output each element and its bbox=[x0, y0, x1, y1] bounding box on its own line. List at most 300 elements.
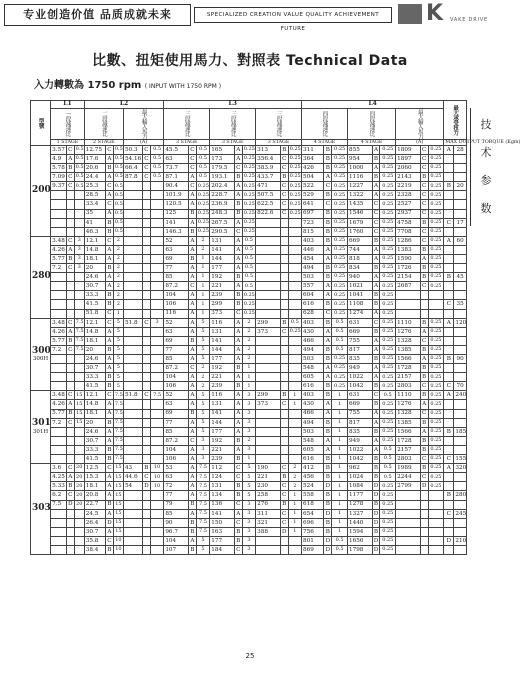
table-row bbox=[31, 427, 467, 436]
table-cell bbox=[454, 291, 467, 300]
table-cell: 1 bbox=[332, 409, 348, 418]
table-cell: 0.25 bbox=[380, 191, 396, 200]
table-cell: A bbox=[236, 219, 241, 226]
table-cell: 163 bbox=[210, 527, 235, 536]
table-cell: 236.9 bbox=[210, 200, 235, 209]
table-cell: 949 bbox=[347, 364, 372, 373]
table-cell: 0.25 bbox=[332, 182, 348, 191]
table-cell bbox=[444, 473, 454, 482]
table-cell: C bbox=[444, 218, 454, 227]
table-cell bbox=[280, 418, 288, 427]
table-cell bbox=[288, 536, 301, 545]
col-header: 三段減速比 bbox=[210, 108, 256, 139]
table-cell bbox=[74, 200, 84, 209]
table-cell bbox=[256, 309, 281, 318]
table-cell bbox=[51, 455, 67, 464]
table-cell: C bbox=[68, 237, 73, 244]
table-row bbox=[31, 327, 467, 336]
table-cell: B bbox=[373, 264, 379, 271]
table-cell bbox=[256, 545, 281, 554]
table-cell: B bbox=[236, 437, 241, 444]
table-cell bbox=[454, 345, 467, 354]
table-cell: 0.25 bbox=[428, 318, 444, 327]
table-cell bbox=[428, 518, 444, 527]
table-cell: B bbox=[325, 210, 330, 217]
table-cell bbox=[256, 427, 281, 436]
table-cell bbox=[420, 309, 428, 318]
table-row bbox=[31, 518, 467, 527]
table-cell: A bbox=[373, 183, 379, 190]
table-cell: C bbox=[282, 328, 287, 335]
table-cell: 7.5 bbox=[196, 509, 209, 518]
table-cell: 87.2 bbox=[164, 364, 189, 373]
table-cell: 0.25 bbox=[428, 382, 444, 391]
table-cell: 0.25 bbox=[380, 364, 396, 373]
table-cell bbox=[428, 291, 444, 300]
table-cell: 0.5 bbox=[332, 336, 348, 345]
table-cell: B bbox=[325, 455, 330, 462]
table-cell bbox=[123, 364, 142, 373]
table-cell bbox=[444, 482, 454, 491]
table-cell: 311 bbox=[302, 145, 324, 154]
table-cell: 0.25 bbox=[428, 164, 444, 173]
table-cell: B bbox=[422, 264, 427, 271]
table-cell: A bbox=[325, 328, 330, 335]
table-cell: 0.25 bbox=[380, 273, 396, 282]
table-cell: 20 bbox=[74, 473, 84, 482]
table-cell: 77 bbox=[164, 345, 189, 354]
table-cell: B bbox=[325, 383, 330, 390]
table-cell: 1084 bbox=[347, 482, 372, 491]
table-cell: 5 bbox=[242, 464, 255, 473]
table-cell bbox=[150, 227, 164, 236]
table-cell bbox=[150, 500, 164, 509]
table-cell: A bbox=[422, 401, 427, 408]
table-cell bbox=[142, 545, 150, 554]
table-cell: 46.3 bbox=[84, 227, 105, 236]
table-cell bbox=[74, 218, 84, 227]
table-cell: C bbox=[421, 228, 427, 235]
table-cell: 0.25 bbox=[196, 227, 209, 236]
table-cell: 373 bbox=[256, 327, 281, 336]
table-cell: A bbox=[236, 510, 241, 517]
table-cell bbox=[142, 236, 150, 245]
table-cell bbox=[123, 500, 142, 509]
table-cell bbox=[420, 491, 428, 500]
table-cell: 5 bbox=[242, 473, 255, 482]
table-cell: A bbox=[325, 292, 330, 299]
table-cell: 4758 bbox=[396, 218, 421, 227]
table-cell bbox=[288, 264, 301, 273]
table-cell: B bbox=[325, 474, 330, 481]
table-cell bbox=[142, 291, 150, 300]
table-cell: B bbox=[325, 419, 330, 426]
table-cell: A bbox=[373, 164, 379, 171]
table-cell: 10 bbox=[150, 464, 164, 473]
table-cell bbox=[280, 545, 288, 554]
table-row bbox=[31, 482, 467, 491]
table-cell: A bbox=[325, 283, 330, 290]
table-cell: 3 bbox=[242, 545, 255, 554]
table-cell: D bbox=[421, 483, 427, 490]
table-cell bbox=[150, 436, 164, 445]
table-cell: C bbox=[282, 519, 287, 526]
table-cell: 20 bbox=[84, 345, 105, 354]
table-cell: 4.26 bbox=[52, 401, 65, 408]
table-cell bbox=[74, 227, 84, 236]
table-cell: A bbox=[325, 410, 330, 417]
table-cell: 0.25 bbox=[380, 300, 396, 309]
table-cell bbox=[66, 373, 74, 382]
table-cell: C bbox=[190, 146, 195, 153]
table-row bbox=[31, 336, 467, 345]
table-cell: 210 bbox=[455, 537, 467, 544]
table-cell: 1177 bbox=[347, 491, 372, 500]
table-cell: A bbox=[422, 355, 427, 362]
table-cell: 10 bbox=[150, 482, 164, 491]
table-cell: 22.7 bbox=[84, 500, 105, 509]
table-cell: 2 bbox=[196, 373, 209, 382]
table-cell bbox=[280, 264, 288, 273]
table-cell bbox=[123, 182, 142, 191]
table-row bbox=[31, 291, 467, 300]
table-cell bbox=[256, 436, 281, 445]
table-cell bbox=[280, 382, 288, 391]
table-cell: 107 bbox=[164, 545, 189, 554]
table-cell bbox=[51, 436, 67, 445]
table-cell bbox=[288, 409, 301, 418]
table-cell: 1 bbox=[196, 309, 209, 318]
table-cell: 0.25 bbox=[380, 373, 396, 382]
table-cell: 3 bbox=[242, 445, 255, 454]
table-cell bbox=[74, 373, 84, 382]
table-body bbox=[31, 145, 467, 554]
table-cell: 466 bbox=[302, 336, 324, 345]
table-cell: 106 bbox=[164, 455, 189, 464]
table-cell: A bbox=[190, 465, 195, 472]
table-cell: 2328 bbox=[396, 191, 421, 200]
table-cell: 24.6 bbox=[84, 273, 105, 282]
table-cell: 10 bbox=[113, 536, 123, 545]
table-cell: 0.25 bbox=[332, 191, 348, 200]
table-cell: 0.25 bbox=[428, 191, 444, 200]
table-cell: 0.25 bbox=[428, 409, 444, 418]
table-cell bbox=[74, 445, 84, 454]
table-cell: 0.25 bbox=[332, 273, 348, 282]
table-cell: B bbox=[422, 419, 427, 426]
table-cell: 5 bbox=[196, 336, 209, 345]
table-cell: 524 bbox=[302, 482, 324, 491]
table-cell: B bbox=[444, 427, 454, 436]
table-cell: 7.5 bbox=[51, 500, 67, 509]
table-cell: 723 bbox=[302, 218, 324, 227]
table-cell: 0.25 bbox=[332, 154, 348, 163]
table-cell: 0.25 bbox=[288, 200, 301, 209]
table-cell: 3.48 bbox=[52, 392, 65, 399]
table-cell: 70 bbox=[454, 382, 467, 391]
table-cell: C bbox=[144, 474, 149, 481]
table-cell: 150 bbox=[210, 518, 235, 527]
table-cell: 15 bbox=[113, 500, 123, 509]
col-header: 最大輸入馬力 bbox=[123, 108, 163, 139]
table-cell: 1278 bbox=[347, 500, 372, 509]
table-cell: 0.25 bbox=[332, 300, 348, 309]
table-cell: 0.25 bbox=[380, 545, 396, 554]
logo-letter: K bbox=[426, 1, 444, 26]
table-cell: 2 bbox=[113, 282, 123, 291]
table-cell: 41.5 bbox=[84, 455, 105, 464]
table-cell: 12.75 bbox=[84, 145, 105, 154]
table-cell: A bbox=[444, 145, 454, 154]
table-cell: 1 bbox=[288, 527, 301, 536]
table-cell: 0.25 bbox=[428, 273, 444, 282]
table-cell: 20.8 bbox=[84, 491, 105, 500]
table-cell: 3 bbox=[242, 418, 255, 427]
table-cell: 5 bbox=[196, 355, 209, 364]
table-cell: B bbox=[325, 492, 330, 499]
table-row bbox=[31, 345, 467, 354]
table-cell: 0.25 bbox=[380, 527, 396, 536]
table-cell: C bbox=[325, 310, 331, 317]
table-cell: A bbox=[236, 355, 241, 362]
table-cell bbox=[150, 455, 164, 464]
table-cell: 3 bbox=[196, 436, 209, 445]
table-cell: 124 bbox=[210, 473, 235, 482]
table-cell: 494 bbox=[302, 418, 324, 427]
table-cell bbox=[288, 300, 301, 309]
table-cell: C bbox=[107, 146, 112, 153]
table-cell: C bbox=[236, 465, 241, 472]
table-cell: C bbox=[373, 210, 379, 217]
table-cell bbox=[444, 254, 454, 263]
table-cell: 85 bbox=[164, 509, 189, 518]
table-cell: 373 bbox=[210, 309, 235, 318]
table-cell: 0.25 bbox=[428, 145, 444, 154]
table-cell: 2 bbox=[242, 355, 255, 364]
table-cell: B bbox=[68, 337, 73, 344]
table-cell bbox=[150, 291, 164, 300]
table-cell: 0.25 bbox=[332, 382, 348, 391]
table-cell bbox=[444, 154, 454, 163]
table-cell: 0.25 bbox=[242, 191, 255, 200]
table-cell: 1116 bbox=[347, 173, 372, 182]
table-cell: B bbox=[68, 164, 73, 171]
table-cell: 0.25 bbox=[242, 309, 255, 318]
table-cell bbox=[280, 282, 288, 291]
table-cell: 3 bbox=[242, 400, 255, 409]
table-cell: D bbox=[373, 492, 379, 499]
table-cell: 1 bbox=[242, 373, 255, 382]
table-cell: 5 bbox=[196, 418, 209, 427]
table-cell: 817 bbox=[347, 345, 372, 354]
table-cell: 0.25 bbox=[196, 218, 209, 227]
table-cell: 403 bbox=[302, 318, 324, 327]
table-cell: A bbox=[325, 255, 330, 262]
table-cell: 507.5 bbox=[256, 191, 281, 200]
table-cell: A bbox=[107, 474, 112, 481]
table-cell: 3 bbox=[242, 391, 255, 400]
table-cell bbox=[74, 427, 84, 436]
table-cell: C bbox=[325, 201, 331, 208]
table-cell: 0.5 bbox=[113, 164, 123, 173]
table-cell: 190 bbox=[256, 464, 281, 473]
table-cell: 66.4 bbox=[123, 164, 142, 173]
table-cell: 0.5 bbox=[380, 445, 396, 454]
table-cell: 0.25 bbox=[242, 200, 255, 209]
table-cell: A bbox=[373, 283, 379, 290]
table-cell: B bbox=[422, 346, 427, 353]
table-cell: 403 bbox=[302, 236, 324, 245]
table-cell: A bbox=[236, 401, 241, 408]
table-cell: 0.5 bbox=[150, 145, 164, 154]
table-cell: 0.25 bbox=[380, 209, 396, 218]
table-cell: 60 bbox=[454, 236, 467, 245]
table-cell: B bbox=[107, 292, 112, 299]
table-cell: 744 bbox=[347, 245, 372, 254]
table-cell: 1 bbox=[196, 264, 209, 273]
table-cell bbox=[123, 445, 142, 454]
table-cell bbox=[142, 527, 150, 536]
table-cell: A bbox=[107, 174, 112, 181]
table-cell: 20 bbox=[74, 464, 84, 473]
table-cell: 30.7 bbox=[84, 527, 105, 536]
table-cell bbox=[454, 200, 467, 209]
table-cell: 0.25 bbox=[428, 218, 444, 227]
table-cell: 104 bbox=[164, 373, 189, 382]
table-cell: 0.25 bbox=[288, 182, 301, 191]
table-cell: 834 bbox=[347, 264, 372, 273]
table-cell: 801 bbox=[302, 536, 324, 545]
table-cell: 0.5 bbox=[332, 345, 348, 354]
table-cell bbox=[74, 291, 84, 300]
table-cell: A bbox=[107, 328, 112, 335]
table-cell: A bbox=[190, 201, 195, 208]
table-cell: 20 bbox=[74, 482, 84, 491]
table-cell: A bbox=[190, 537, 195, 544]
table-cell: 15 bbox=[113, 482, 123, 491]
table-cell: 20 bbox=[74, 491, 84, 500]
table-cell bbox=[428, 527, 444, 536]
table-cell: 12.5 bbox=[84, 464, 105, 473]
table-cell bbox=[142, 491, 150, 500]
table-cell: 299 bbox=[210, 300, 235, 309]
stage-label: 2 STAGE bbox=[84, 139, 123, 145]
table-cell bbox=[142, 200, 150, 209]
table-cell: 0.5 bbox=[150, 173, 164, 182]
table-cell bbox=[142, 409, 150, 418]
table-cell bbox=[123, 345, 142, 354]
table-cell: 248.3 bbox=[210, 209, 235, 218]
table-cell: 245 bbox=[455, 510, 467, 517]
table-cell: 141 bbox=[210, 509, 235, 518]
table-cell: 412 bbox=[302, 464, 324, 473]
table-cell: A bbox=[190, 237, 195, 244]
table-cell: 77 bbox=[164, 418, 189, 427]
table-cell: D bbox=[325, 546, 331, 553]
table-cell: 1021 bbox=[347, 282, 372, 291]
table-cell: 12.1 bbox=[84, 236, 105, 245]
table-cell: 0.25 bbox=[332, 264, 348, 273]
table-cell bbox=[280, 273, 288, 282]
table-cell bbox=[256, 254, 281, 263]
table-cell bbox=[51, 545, 67, 554]
table-cell bbox=[454, 518, 467, 527]
table-cell: A bbox=[107, 437, 112, 444]
table-cell: 24.6 bbox=[84, 355, 105, 364]
table-cell bbox=[454, 545, 467, 554]
table-cell bbox=[288, 445, 301, 454]
table-cell bbox=[288, 418, 301, 427]
table-cell: 641 bbox=[302, 200, 324, 209]
table-cell: 90 bbox=[454, 355, 467, 364]
table-cell: A bbox=[373, 337, 379, 344]
input-speed-main: 入力轉數為 1750 rpm bbox=[34, 80, 142, 91]
table-cell bbox=[428, 491, 444, 500]
table-cell: B bbox=[373, 428, 379, 435]
table-cell bbox=[150, 373, 164, 382]
table-cell: A bbox=[190, 510, 195, 517]
table-cell: A bbox=[236, 155, 241, 162]
table-cell bbox=[428, 545, 444, 554]
table-cell: 0.5 bbox=[113, 154, 123, 163]
table-cell bbox=[66, 209, 74, 218]
table-cell: 173 bbox=[210, 154, 235, 163]
table-cell: 0.25 bbox=[428, 209, 444, 218]
table-cell: 15.3 bbox=[84, 473, 105, 482]
table-cell: B bbox=[373, 237, 379, 244]
table-cell: 10 bbox=[113, 545, 123, 554]
table-cell bbox=[66, 382, 74, 391]
table-cell bbox=[123, 327, 142, 336]
table-cell bbox=[123, 355, 142, 364]
table-cell: B bbox=[236, 174, 241, 181]
table-cell bbox=[123, 491, 142, 500]
table-cell: C bbox=[421, 383, 427, 390]
table-cell: 2803 bbox=[396, 382, 421, 391]
table-cell: A bbox=[190, 310, 195, 317]
table-cell: 0.25 bbox=[428, 345, 444, 354]
table-cell: 104 bbox=[164, 291, 189, 300]
table-cell: 2157 bbox=[396, 373, 421, 382]
table-cell: A bbox=[107, 274, 112, 281]
table-cell: 7.5 bbox=[74, 345, 84, 354]
table-cell: B bbox=[373, 383, 379, 390]
table-cell: C bbox=[421, 455, 427, 462]
table-cell: B bbox=[190, 228, 195, 235]
table-cell: 1 bbox=[332, 418, 348, 427]
table-cell: B bbox=[107, 419, 112, 426]
table-cell: 548 bbox=[302, 436, 324, 445]
table-cell bbox=[454, 418, 467, 427]
table-cell bbox=[288, 218, 301, 227]
table-cell: D bbox=[325, 537, 331, 544]
table-cell bbox=[280, 409, 288, 418]
table-cell: 313 bbox=[256, 145, 281, 154]
table-cell: 230 bbox=[256, 482, 281, 491]
table-cell: 15 bbox=[113, 464, 123, 473]
table-cell bbox=[150, 409, 164, 418]
table-cell: 77 bbox=[164, 264, 189, 273]
table-cell: 20.6 bbox=[84, 164, 105, 173]
table-cell: 2154 bbox=[396, 273, 421, 282]
table-cell: B bbox=[107, 383, 112, 390]
table-cell bbox=[150, 509, 164, 518]
table-cell: A bbox=[236, 246, 241, 253]
table-cell bbox=[51, 536, 67, 545]
table-cell: 654 bbox=[302, 509, 324, 518]
table-cell: 69 bbox=[164, 409, 189, 418]
table-cell: C bbox=[325, 183, 331, 190]
